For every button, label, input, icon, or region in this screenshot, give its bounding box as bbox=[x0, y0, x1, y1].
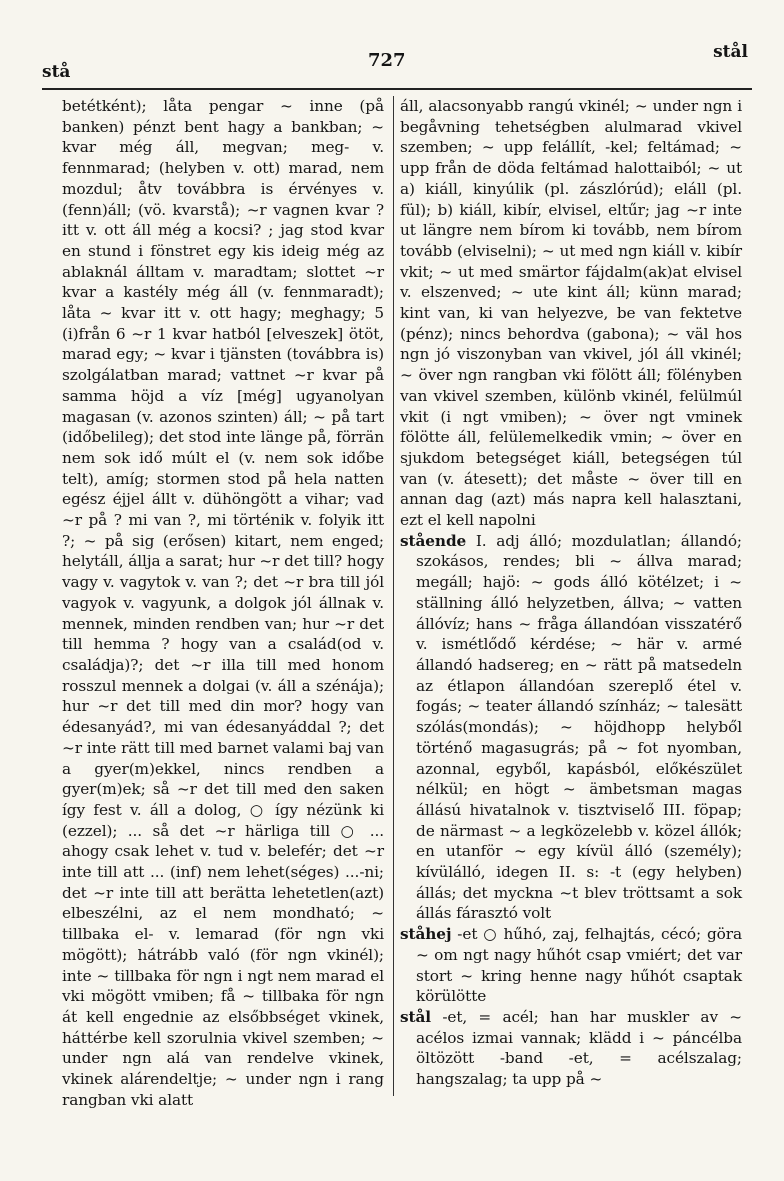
entry-continuation bbox=[400, 96, 742, 531]
entry-stahej bbox=[400, 924, 742, 1007]
right-running-headword: stål bbox=[713, 42, 748, 62]
entry-headword: stål bbox=[400, 1007, 432, 1026]
left-running-headword: stå bbox=[42, 62, 71, 82]
column-divider bbox=[393, 96, 394, 1096]
header-rule bbox=[42, 88, 752, 90]
left-column bbox=[62, 96, 384, 1110]
page-header bbox=[40, 42, 752, 82]
right-column bbox=[400, 96, 742, 1090]
entry-headword: ståhej bbox=[400, 925, 452, 944]
entry-text: áll, alacsonyabb rangú vkinél; ~ under ngn i begåvning tehetségben alulmarad vkivel szemben; ~ upp felállít, -kel; feltámad; ~ upp från de döda feltámad halottaiból; ~ ut a) kiáll, kinyúlik (pl. zászlórúd); eláll (pl. fül); b) kiáll, kibír, elvisel, eltűr; jag ~r inte ut längre nem bírom ki tovább, nem bírom tovább (elviselni); ~ ut med ngn kiáll v. kibír vkit; ~ ut med smärtor fájdalm(ak)at elvisel v. elszenved; ~ ute kint áll; künn marad; kint van, ki van helyezve, be van fektetve (pénz); nincs behordva (gabona); ~ väl hos ngn jó viszonyban van vkivel, jól áll vkinél; ~ över ngn rangban vki fölött áll; fölényben van vkivel szemben, különb vkinél, felülmúl vkit (i ngt vmiben); ~ över ngt vminek fölötte áll, felülemelkedik vmin; ~ över en sjukdom betegséget kiáll, betegségen túl van (v. átesett); det måste ~ över till en annan dag (azt) más napra kell halasztani, ezt el kell napolni bbox=[400, 97, 742, 530]
page-number: 727 bbox=[368, 50, 406, 71]
entry-staende bbox=[400, 531, 742, 924]
entry-text: -et ○ hűhó, zaj, felhajtás, cécó; göra ~ om ngt nagy hűhót csap vmiért; det var stort ~ kring henne nagy hűhót csaptak körülötte bbox=[416, 925, 743, 1006]
entry-stal bbox=[400, 1007, 742, 1090]
entry-text: -et, = acél; han har muskler av ~ acélos izmai vannak; klädd i ~ páncélba öltözött -band -et, = acélszalag; hangszalag; ta upp på ~ bbox=[416, 1007, 742, 1089]
entry-text: I. adj álló; mozdulatlan; állandó; szokásos, rendes; bli ~ állva marad; megáll; hajö: ~ gods álló kötélzet; i ~ ställning álló helyzetben, állva; ~ vatten állóvíz; hans ~ fråga állandóan visszatérő v. ismétlődő kérdése; ~ här v. armé állandó hadsereg; en ~ rätt på matsedeln az étlapon állandóan szereplő étel v. fogás; ~ teater állandó színház; ~ talesätt szólás(mondás); ~ höjdhopp helyből történő magasugrás; på ~ fot nyomban, azonnal, egyből, kapásból, előkészület nélkül; en högt ~ ämbetsman magas állású hivatalnok v. tisztviselő III. föpap; de närmast ~ a legközelebb v. közel állók; en utanför ~ egy kívül álló (személy); kívülálló, idegen II. s: -t (egy helyben) állás; det myckna ~t blev tröttsamt a sok állás fárasztó volt bbox=[416, 531, 742, 923]
entry-continuation bbox=[62, 96, 384, 1110]
entry-text: betétként); låta pengar ~ inne (på banken) pénzt bent hagy a bankban; ~ kvar még áll, megvan; meg- v. fennmarad; (helyben v. ott) marad, nem mozdul; åtv továbbra is érvényes v. (fenn)áll; (vö. kvarstå); ~r vagnen kvar ? itt v. ott áll még a kocsi? ; jag stod kvar en stund i fönstret egy kis ideig még az ablaknál álltam v. maradtam; slottet ~r kvar a kastély még áll (v. fennmaradt); låta ~ kvar itt v. ott hagy; meghagy; 5 (i)från 6 ~r 1 kvar hatból [elveszek] ötöt, marad egy; ~ kvar i tjänsten (továbbra is) szolgálatban marad; vattnet ~r kvar på samma höjd a víz [még] ugyanolyan magasan (v. azonos szinten) áll; ~ på tart (időbelileg); det stod inte länge på, förrän nem sok idő múlt el (v. nem sok időbe telt), amíg; stormen stod på hela natten egész éjjel állt v. dühöngött a vihar; vad ~r på ? mi van ?, mi történik v. folyik itt ?; ~ på sig (erősen) kitart, nem enged; helytáll, állja a sarat; hur ~r det till? hogy vagy v. vagytok v. van ?; det ~r bra till jól vagyok v. vagyunk, a dolgok jól állnak v. mennek, minden rendben van; hur ~r det till hemma ? hogy van a család(od v. családja)?; det ~r illa till med honom rosszul mennek a dolgai (v. áll a szénája); hur ~r det till med din mor? hogy van édesanyád?, mi van édesanyáddal ?; det ~r inte rätt till med barnet valami baj van a gyer(m)ekkel, nincs rendben a gyer(m)ek; så ~r det till med den saken így fest v. áll a dolog, ○ így nézünk ki (ezzel); ... så det ~r härliga till ○ ... ahogy csak lehet v. tud v. belefér; det ~r inte till att ... (inf) nem lehet(séges) ...-ni; det ~r inte till att berätta lehetetlen(azt) elbeszélni, az el nem mondható; ~ tillbaka el- v. lemarad (för ngn vki mögött); hátrább való (för ngn vkinél); inte ~ tillbaka för ngn i ngt nem marad el vki mögött vmiben; få ~ tillbaka för ngn át kell engednie az elsőbbséget vkinek, háttérbe kell szorulnia vkivel szemben; ~ under ngn alá van rendelve vkinek, vkinek alárendeltje; ~ under ngn i rang rangban vki alatt bbox=[62, 97, 384, 1109]
entry-headword: stående bbox=[400, 531, 467, 550]
